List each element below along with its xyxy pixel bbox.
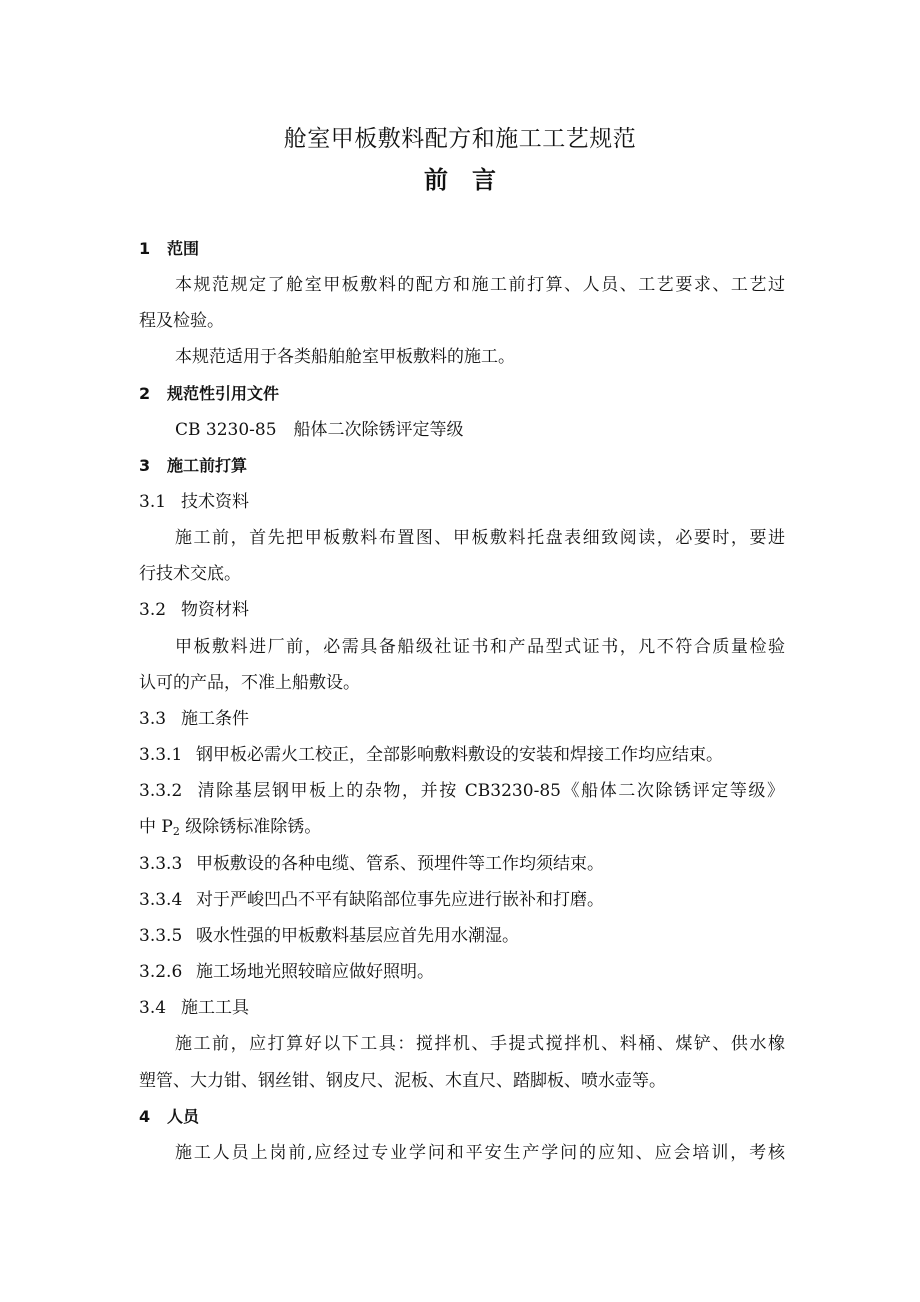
section-1-paragraph-1a: 本规范规定了舱室甲板敷料的配方和施工前打算、人员、工艺要求、工艺过 — [175, 275, 785, 295]
item-number: 3.3.4 — [139, 890, 183, 910]
item-text: 吸水性强的甲板敷料基层应首先用水潮湿。 — [196, 926, 519, 946]
item-3-2-6 — [139, 961, 784, 983]
subsection-3-2-heading — [139, 599, 784, 621]
subsection-3-4-heading — [139, 997, 784, 1019]
item-3-3-2-continued — [139, 816, 784, 838]
document-title: 舱室甲板敷料配方和施工工艺规范 — [283, 126, 637, 152]
subsection-3-2-paragraph-a: 甲板敷料进厂前，必需具备船级社证书和产品型式证书，凡不符合质量检验 — [175, 637, 785, 657]
section-number: 1 — [139, 239, 151, 258]
section-1-heading — [139, 238, 784, 260]
section-number: 2 — [139, 384, 151, 403]
section-title: 施工前打算 — [167, 456, 248, 475]
item-text: 对于严峻凹凸不平有缺陷部位事先应进行嵌补和打磨。 — [196, 890, 604, 910]
item-text: 钢甲板必需火工校正，全部影响敷料敷设的安装和焊接工作均应结束。 — [196, 745, 723, 765]
subsection-title: 施工条件 — [181, 709, 249, 729]
reference-document: CB 3230-85 船体二次除锈评定等级 — [175, 420, 464, 440]
subsection-title: 施工工具 — [181, 998, 249, 1018]
subsection-3-1-heading — [139, 491, 784, 513]
preface-heading: 前 言 — [424, 166, 496, 194]
subsection-3-4-paragraph-a: 施工前，应打算好以下工具：搅拌机、手提式搅拌机、料桶、煤铲、供水橡 — [175, 1034, 785, 1054]
item-number: 3.3.3 — [139, 854, 183, 874]
item-3-3-2 — [139, 780, 784, 802]
item-number: 3.3.5 — [139, 926, 183, 946]
item-text: 级除锈标准除锈。 — [179, 817, 322, 837]
section-3-heading — [139, 455, 784, 477]
subsection-3-2-paragraph-b: 认可的产品，不准上船敷设。 — [139, 673, 360, 693]
subsection-number: 3.3 — [139, 709, 167, 729]
subsection-title: 技术资料 — [181, 492, 249, 512]
section-2-heading — [139, 383, 784, 405]
item-number: 3.2.6 — [139, 962, 183, 982]
item-3-3-1 — [139, 744, 784, 766]
subsection-3-1-paragraph-b: 行技术交底。 — [139, 564, 241, 584]
item-text: 中 P — [139, 817, 173, 837]
section-title: 规范性引用文件 — [167, 384, 280, 403]
subsection-3-4-paragraph-b: 塑管、大力钳、钢丝钳、钢皮尺、泥板、木直尺、踏脚板、喷水壶等。 — [139, 1071, 666, 1091]
subsection-title: 物资材料 — [181, 600, 249, 620]
section-1-paragraph-2: 本规范适用于各类船舶舱室甲板敷料的施工。 — [175, 347, 515, 367]
item-3-3-4 — [139, 889, 784, 911]
subsection-3-1-paragraph-a: 施工前，首先把甲板敷料布置图、甲板敷料托盘表细致阅读，必要时，要进 — [175, 528, 785, 548]
item-text: 甲板敷设的各种电缆、管系、预埋件等工作均须结束。 — [196, 854, 604, 874]
item-3-3-5 — [139, 925, 784, 947]
section-number: 4 — [139, 1107, 151, 1126]
section-4-paragraph: 施工人员上岗前,应经过专业学问和平安生产学问的应知、应会培训，考核 — [175, 1143, 785, 1163]
item-text: 清除基层钢甲板上的杂物，并按 CB3230-85《船体二次除锈评定等级》 — [196, 781, 784, 801]
item-3-3-3 — [139, 853, 784, 875]
subscript: 2 — [172, 825, 180, 838]
subsection-number: 3.4 — [139, 998, 167, 1018]
section-4-heading — [139, 1106, 784, 1128]
subsection-3-3-heading — [139, 708, 784, 730]
item-number: 3.3.1 — [139, 745, 183, 765]
item-text: 施工场地光照较暗应做好照明。 — [196, 962, 434, 982]
item-number: 3.3.2 — [139, 781, 183, 801]
section-title: 范围 — [167, 239, 200, 258]
section-number: 3 — [139, 456, 151, 475]
subsection-number: 3.2 — [139, 600, 167, 620]
section-title: 人员 — [167, 1107, 200, 1126]
section-1-paragraph-1b: 程及检验。 — [139, 311, 224, 331]
subsection-number: 3.1 — [139, 492, 167, 512]
